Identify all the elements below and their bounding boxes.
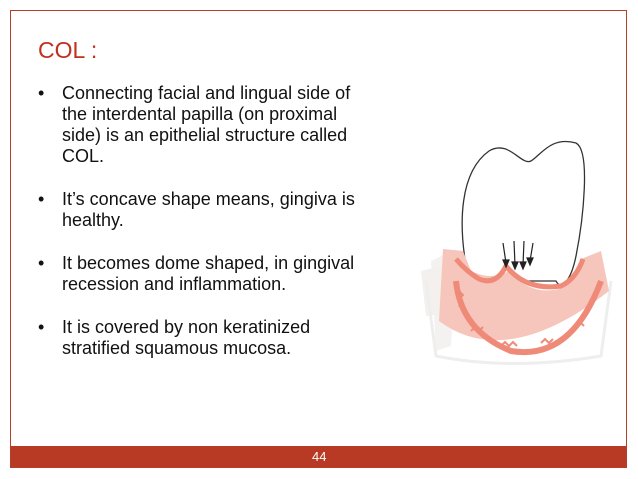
bullet-item [38,189,358,231]
bullet-text: It becomes dome shaped, in gingival recession and inflammation. [62,253,355,294]
bullet-dot-icon: • [38,253,45,273]
bullet-text: It is covered by non keratinized stratified squamous mucosa. [62,317,311,358]
bullet-text: It’s concave shape means, gingiva is healthy. [62,189,355,230]
page-number: 44 [312,449,327,464]
footer-bar [11,446,626,467]
bullet-dot-icon: • [38,317,45,337]
slide-title: COL : [38,37,98,63]
tooth-col-illustration [411,131,621,381]
bullet-dot-icon: • [38,83,45,103]
bullet-list [38,83,358,381]
bullet-item [38,253,358,295]
bullet-dot-icon: • [38,189,45,209]
slide [10,10,627,468]
bullet-item [38,83,358,167]
bullet-item [38,317,358,359]
bullet-text: Connecting facial and lingual side of the interdental papilla (on proximal side) is an epithelial structure called COL. [62,83,351,166]
